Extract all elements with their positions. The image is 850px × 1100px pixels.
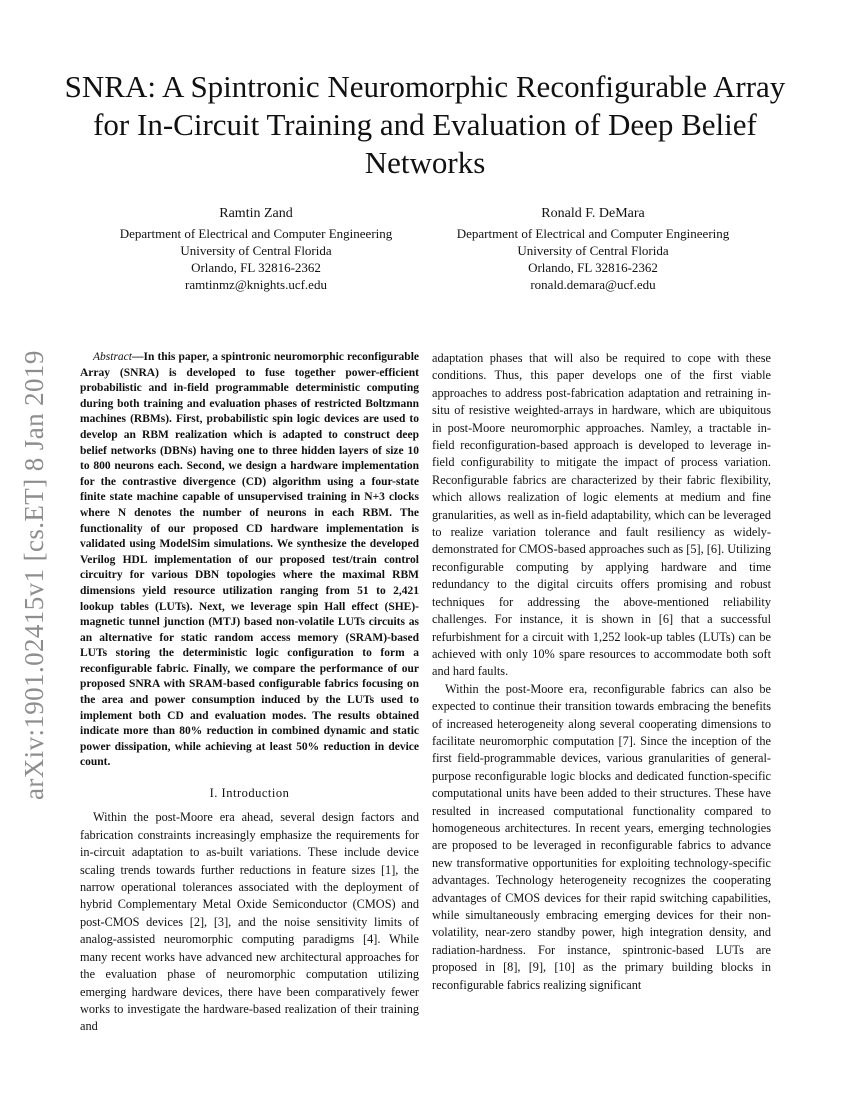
author-email: ronald.demara@ucf.edu <box>530 277 656 292</box>
section-heading-introduction: I. Introduction <box>209 786 290 801</box>
intro-paragraph-1-continued: adaptation phases that will also be required to cope with these conditions. Thus, this paper develops one of the first viable approaches to address post-fabrication adaptation and retraining in-situ of resistive weighted-arrays in hardware, which are ubiquitous in post-Moore neuromorphic approaches. Namley, a tractable in-field reconfiguration-based approach is developed to leverage in-field configurability to mitigate the impact of process variation. Reconfigurable fabrics are characterized by their fabric flexibility, which allows realization of logic elements at medium and fine granularities, as well as in-field adaptability, which can be leveraged to realize variation tolerance and fault resiliency as widely-demonstrated for CMOS-based approaches such as [5], [6]. Utilizing reconfigurable computing by applying hardware and time redundancy to the digital circuits offers promising and robust techniques for addressing the above-mentioned reliability challenges. For instance, it is shown in [6] that a successful refurbishment for a circuit with 1,252 look-up tables (LUTs) can be achieved with only 10% spare resources to accommodate both soft and hard faults. <box>432 351 771 679</box>
author-university: University of Central Florida <box>180 243 332 258</box>
intro-paragraph-1: Within the post-Moore era ahead, several design factors and fabrication constraints increasingly emphasize the requirements for in-circuit adaptation to as-built variations. These include device scaling trends towards further reductions in feature sizes [1], the narrow operational tolerances associated with the deployment of hybrid Complementary Metal Oxide Semiconductor (CMOS) and post-CMOS devices [2], [3], and the noise sensitivity limits of analog-assisted neuromorphic computing paradigms [4]. While many recent works have advanced new architectural approaches for the evaluation phase of neuromorphic computation utilizing emerging hardware devices, there have been comparatively fewer works to investigate the hardware-based realization of their training and <box>80 810 419 1034</box>
abstract <box>80 350 419 771</box>
author-1 <box>96 205 416 293</box>
author-department: Department of Electrical and Computer Engineering <box>119 226 393 241</box>
left-column <box>80 350 419 1036</box>
author-email: ramtinmz@knights.ucf.edu <box>185 277 327 292</box>
author-department: Department of Electrical and Computer Engineering <box>456 226 730 241</box>
author-name: Ronald F. DeMara <box>541 206 645 221</box>
author-2 <box>433 205 753 293</box>
abstract-label: Abstract <box>93 351 132 363</box>
abstract-text: —In this paper, a spintronic neuromorphic reconfigurable Array (SNRA) is developed to fuse together power-efficient probabilistic and in-field programmable deterministic computing during both training and evaluation phases of restricted Boltzmann machines (RBMs). First, probabilistic spin logic devices are used to develop an RBM realization which is adapted to construct deep belief networks (DBNs) having one to three hidden layers of size 10 to 800 neurons each. Second, we design a hardware implementation for the contrastive divergence (CD) algorithm using a four-state finite state machine capable of unsupervised training in N+3 clocks where N denotes the number of neurons in each RBM. The functionality of our proposed CD hardware implementation is validated using ModelSim simulations. We synthesize the developed Verilog HDL implementation of our proposed test/train control circuitry for various DBN topologies where the maximal RBM dimensions yield resource utilization ranging from 51 to 2,421 lookup tables (LUTs). Next, we leverage spin Hall effect (SHE)-magnetic tunnel junction (MTJ) based non-volatile LUTs circuits as an alternative for static random access memory (SRAM)-based LUTs storing the deterministic logic configuration to form a reconfigurable fabric. Finally, we compare the performance of our proposed SNRA with SRAM-based configurable fabrics focusing on the area and power consumption induced by the LUTs used to implement both CD and evaluation modes. The results obtained indicate more than 80% reduction in combined dynamic and static power dissipation, while achieving at least 50% reduction in device count. <box>80 351 419 769</box>
paper-title: SNRA: A Spintronic Neuromorphic Reconfigurable Array for In-Circuit Training and Evaluation of Deep Belief Networks <box>64 69 786 180</box>
arxiv-identifier-stamp: arXiv:1901.02415v1 [cs.ET] 8 Jan 2019 <box>19 350 49 800</box>
intro-paragraph-2: Within the post-Moore era, reconfigurable fabrics can also be expected to continue their transition towards embracing the benefits of increased heterogeneity along several cooperating dimensions to facilitate neuromorphic computation [7]. Since the inception of the first field-programmable devices, various granularities of general-purpose reconfigurable logic blocks and dedicated function-specific computational units have been added to their structures. These have resulted in increased computational functionality compared to homogeneous architectures. In recent years, emerging technologies are proposed to be leveraged in reconfigurable fabrics to advance new transformative opportunities for exploiting technology-specific advantages. Technology heterogeneity recognizes the cooperating advantages of CMOS devices for their rapid switching capabilities, while simultaneously embracing emerging devices for their non-volatility, near-zero standby power, high integration density, and radiation-hardness. For instance, spintronic-based LUTs are proposed in [8], [9], [10] as the primary building blocks in reconfigurable fabrics realizing significant <box>432 681 771 992</box>
author-university: University of Central Florida <box>517 243 669 258</box>
author-city: Orlando, FL 32816-2362 <box>528 260 658 275</box>
right-column <box>432 350 771 994</box>
author-name: Ramtin Zand <box>219 206 293 221</box>
author-city: Orlando, FL 32816-2362 <box>191 260 321 275</box>
